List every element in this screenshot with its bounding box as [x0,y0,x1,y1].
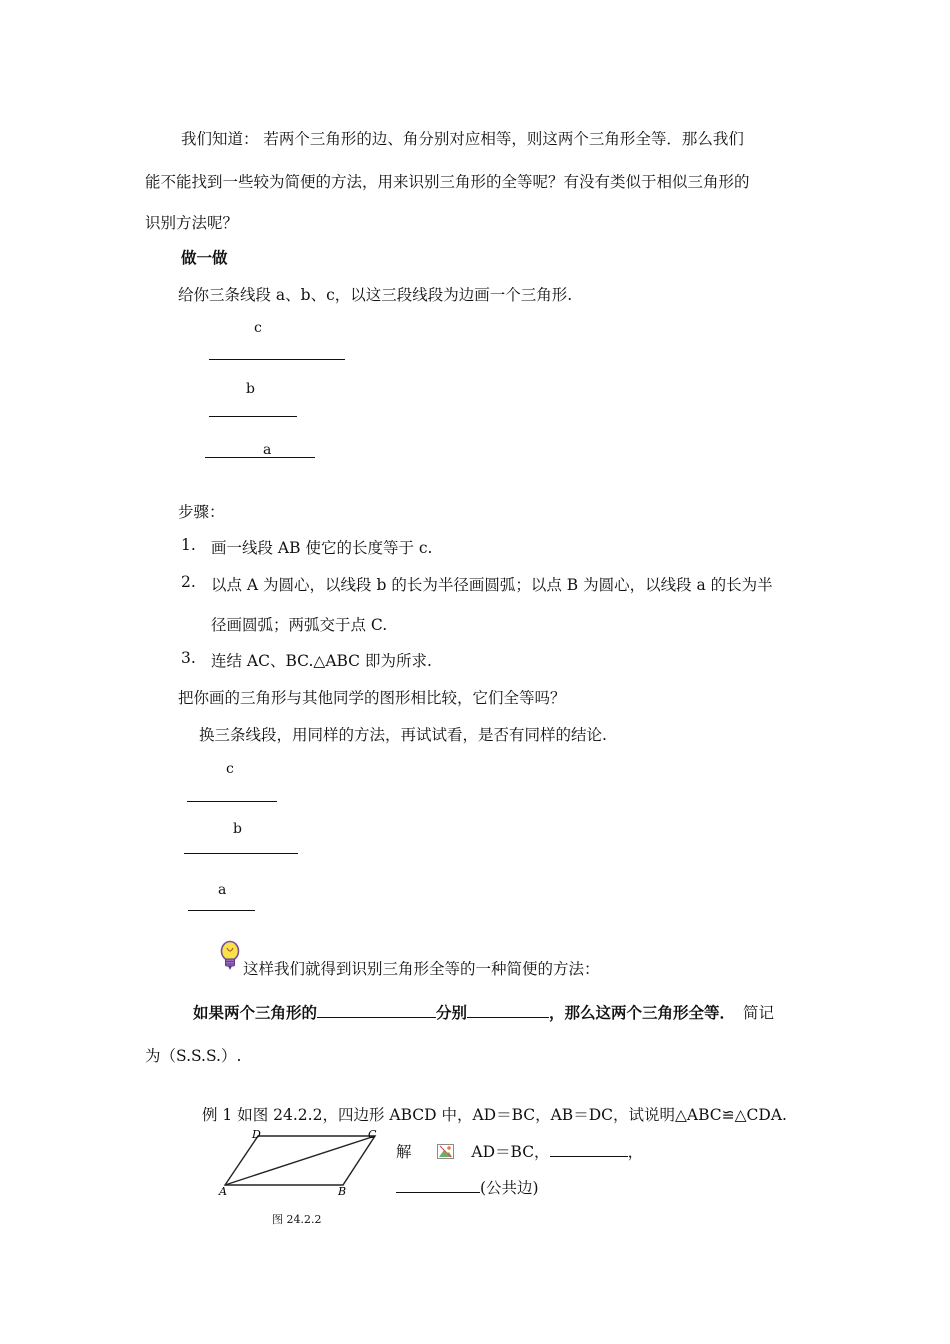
solution-given: AD＝BC， [471,1143,550,1161]
step-1-text: 画一线段 AB 使它的长度等于 c. [211,539,433,557]
rule-part-2: 分别 [436,1004,468,1022]
sss-rule [193,1001,774,1023]
blank-common-side[interactable] [396,1176,480,1193]
retry-instruction: 换三条线段，用同样的方法，再试试看，是否有同样的结论. [199,726,607,744]
segment-a [205,457,315,458]
step-2-number: 2. [181,573,196,591]
solution-line-2 [396,1176,539,1198]
activity-heading: 做一做 [181,249,228,267]
segment-b2-label: b [233,821,242,837]
lightbulb-icon [218,940,242,972]
segment-a2 [188,910,255,911]
solution-common: (公共边) [480,1179,539,1197]
rule-tail: 简记 [743,1004,775,1022]
blank-how[interactable] [467,1001,549,1018]
vertex-c-label: C [368,1128,377,1141]
segment-c-label: c [254,320,262,336]
blank-what[interactable] [317,1001,436,1018]
vertex-b-label: B [338,1185,347,1198]
solution-comma: ， [627,1143,644,1161]
step-3-number: 3. [181,649,196,667]
figure-caption: 图 24.2.2 [272,1213,322,1226]
step-2-text-line-1: 以点 A 为圆心，以线段 b 的长为半径画圆弧；以点 B 为圆心，以线段 a 的长为半 [211,576,773,594]
example-title: 例 1 如图 24.2.2，四边形 ABCD 中，AD＝BC，AB＝DC，试说明△ABC≌△CDA. [202,1106,787,1124]
step-2-text-line-2: 径画圆弧；两弧交于点 C. [211,616,388,634]
segment-a2-label: a [218,882,227,898]
solution-label: 解 [396,1143,412,1161]
segment-b2 [184,853,298,854]
activity-instruction: 给你三条线段 a、b、c，以这三段线段为边画一个三角形. [178,286,573,304]
segment-c2 [187,801,277,802]
steps-heading: 步骤： [178,503,225,521]
blank-second-pair[interactable] [550,1140,628,1157]
rule-part-3: ，那么这两个三角形全等． [549,1004,736,1022]
diagonal-ac [225,1136,375,1185]
step-1-number: 1. [181,536,196,554]
compare-question: 把你画的三角形与其他同学的图形相比较，它们全等吗？ [178,689,566,707]
broken-image-icon [437,1144,454,1159]
segment-c2-label: c [226,761,234,777]
solution-line-1 [396,1140,643,1162]
conclusion-lead: 这样我们就得到识别三角形全等的一种简便的方法： [243,960,600,978]
intro-line-1: 我们知道： 若两个三角形的边、角分别对应相等，则这两个三角形全等．那么我们 [181,130,744,148]
segment-b [209,416,297,417]
intro-line-3: 识别方法呢？ [145,214,239,232]
rule-part-1: 如果两个三角形的 [193,1004,318,1022]
intro-line-2: 能不能找到一些较为简便的方法，用来识别三角形的全等呢？有没有类似于相似三角形的 [145,173,750,191]
vertex-a-label: A [219,1185,227,1198]
segment-b-label: b [246,381,255,397]
segment-c [209,359,345,360]
vertex-d-label: D [252,1128,261,1141]
sss-abbreviation: 为（S.S.S.）. [145,1047,242,1065]
step-3-text: 连结 AC、BC.△ABC 即为所求. [211,652,432,670]
segment-a-label: a [263,442,272,458]
